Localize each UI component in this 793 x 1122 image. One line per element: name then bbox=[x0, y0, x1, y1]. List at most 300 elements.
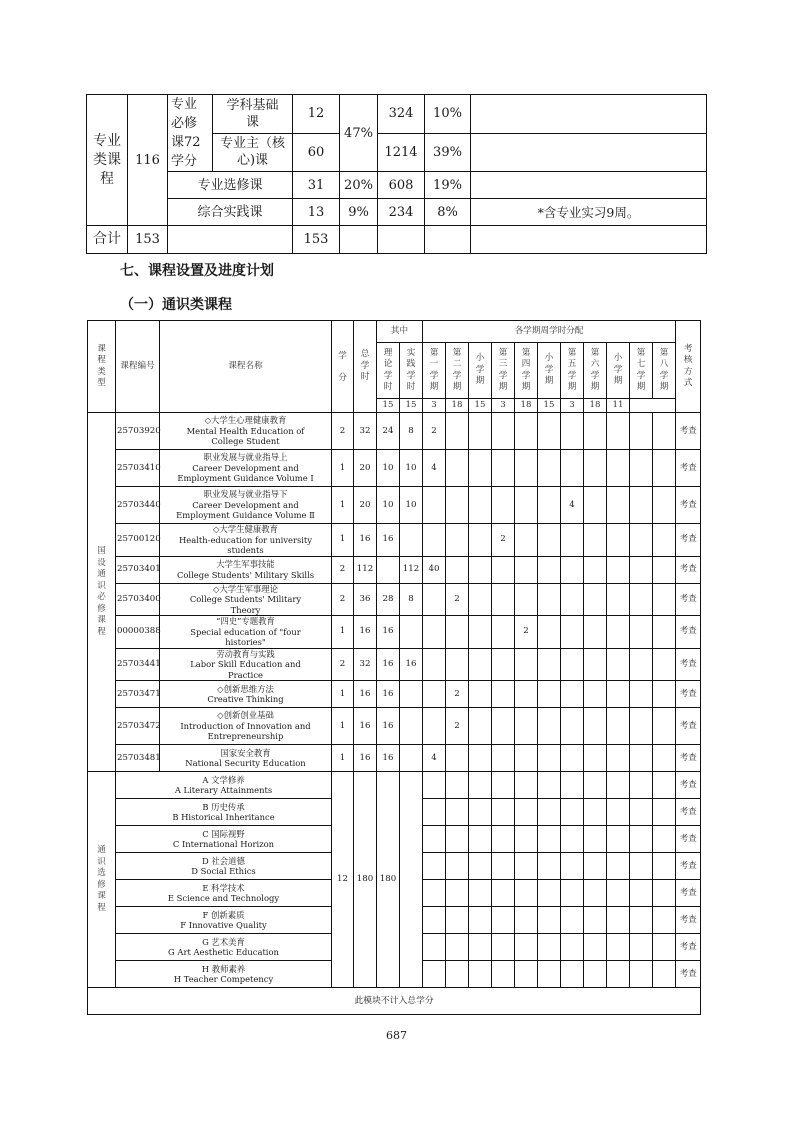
term-hours bbox=[492, 450, 515, 487]
term-hours bbox=[653, 799, 676, 826]
row-credit-pct: 47% bbox=[340, 95, 378, 172]
term-hours bbox=[584, 799, 607, 826]
term-hours bbox=[423, 524, 446, 557]
term-hours bbox=[630, 961, 653, 988]
term-hours bbox=[607, 487, 630, 524]
term-hours bbox=[515, 524, 538, 557]
term-hours: 4 bbox=[423, 450, 446, 487]
elective-module-name bbox=[116, 853, 332, 880]
term-hours bbox=[515, 745, 538, 772]
course-name-cn: ◇创新思维方法 bbox=[217, 683, 274, 694]
header-term: 第七学期 bbox=[630, 343, 653, 399]
elective-name-cn: F 创新素质 bbox=[202, 909, 245, 920]
exam-method: 考查 bbox=[676, 681, 701, 708]
subsection-heading: （一）通识类课程 bbox=[120, 297, 232, 313]
header-term: 第三学期 bbox=[492, 343, 515, 399]
row-credits: 13 bbox=[293, 199, 340, 226]
course-name-cn: 国家安全教育 bbox=[220, 747, 271, 758]
course-table bbox=[87, 320, 701, 1015]
term-hours bbox=[630, 880, 653, 907]
header-term: 第二学期 bbox=[446, 343, 469, 399]
term-hours bbox=[653, 880, 676, 907]
term-hours bbox=[469, 708, 492, 745]
term-hours bbox=[423, 799, 446, 826]
term-hours bbox=[653, 413, 676, 450]
term-hours bbox=[584, 708, 607, 745]
row-credits: 31 bbox=[293, 172, 340, 199]
term-hours bbox=[653, 524, 676, 557]
course-practice-hours: 10 bbox=[400, 487, 423, 524]
term-hours bbox=[630, 772, 653, 799]
table-row bbox=[88, 583, 701, 616]
table-row bbox=[88, 413, 701, 450]
term-hours bbox=[492, 880, 515, 907]
course-total-hours: 36 bbox=[354, 583, 377, 616]
exam-method: 考查 bbox=[676, 487, 701, 524]
course-name-cn: ◇创新创业基础 bbox=[217, 710, 274, 721]
exam-method: 考查 bbox=[676, 772, 701, 799]
elective-name-cn: G 艺术美育 bbox=[202, 936, 245, 947]
term-hours bbox=[584, 616, 607, 649]
term-hours bbox=[630, 907, 653, 934]
section-heading: 七、课程设置及进度计划 bbox=[120, 263, 274, 279]
row-hour-pct: 19% bbox=[425, 172, 471, 199]
page-number: 687 bbox=[386, 1029, 407, 1042]
term-hours bbox=[561, 524, 584, 557]
course-total-hours: 16 bbox=[354, 708, 377, 745]
table-row bbox=[88, 450, 701, 487]
elective-module-name bbox=[116, 907, 332, 934]
empty-cell bbox=[378, 226, 425, 254]
elective-practice-hours bbox=[400, 772, 423, 988]
table-row bbox=[88, 772, 701, 799]
term-hours bbox=[607, 556, 630, 583]
term-hours bbox=[607, 772, 630, 799]
term-hours bbox=[630, 853, 653, 880]
course-code: 25703471 bbox=[116, 681, 160, 708]
term-hours bbox=[584, 934, 607, 961]
course-name-cn: 职业发展与就业指导下 bbox=[203, 489, 288, 500]
term-hours bbox=[561, 413, 584, 450]
term-hours bbox=[538, 616, 561, 649]
term-hours bbox=[515, 450, 538, 487]
row-name: 专业主（核心)课 bbox=[213, 133, 293, 172]
course-credits: 1 bbox=[332, 708, 354, 745]
course-credits: 2 bbox=[332, 583, 354, 616]
term-hours bbox=[630, 487, 653, 524]
term-hours bbox=[653, 648, 676, 681]
table-row bbox=[88, 487, 701, 524]
header-term-weeks: 18 bbox=[584, 399, 607, 413]
exam-method: 考查 bbox=[676, 826, 701, 853]
term-hours bbox=[446, 450, 469, 487]
course-name-cn: ◇大学生军事理论 bbox=[212, 583, 279, 594]
table-row bbox=[88, 745, 701, 772]
row-note bbox=[471, 172, 707, 199]
term-hours: 2 bbox=[446, 583, 469, 616]
term-hours bbox=[561, 648, 584, 681]
header-term-weeks: 3 bbox=[561, 399, 584, 413]
header-type: 课程类型 bbox=[88, 321, 116, 413]
course-name bbox=[160, 745, 332, 772]
header-term: 第六学期 bbox=[584, 343, 607, 399]
summary-table bbox=[86, 94, 707, 254]
term-hours: 2 bbox=[446, 708, 469, 745]
term-hours bbox=[584, 961, 607, 988]
term-hours bbox=[515, 556, 538, 583]
exam-method: 考查 bbox=[676, 524, 701, 557]
term-hours: 40 bbox=[423, 556, 446, 583]
term-hours bbox=[538, 826, 561, 853]
course-credits: 2 bbox=[332, 556, 354, 583]
term-hours bbox=[469, 934, 492, 961]
course-code: 25703920 bbox=[116, 413, 160, 450]
course-name-en: National Security Education bbox=[185, 758, 306, 768]
elective-name-en: C International Horizon bbox=[172, 839, 275, 849]
header-name: 课程名称 bbox=[160, 321, 332, 413]
term-hours bbox=[653, 934, 676, 961]
term-hours bbox=[561, 961, 584, 988]
term-hours bbox=[446, 961, 469, 988]
course-name-cn: “四史”专题教育 bbox=[216, 616, 275, 626]
term-hours bbox=[561, 556, 584, 583]
header-term-weeks: 18 bbox=[446, 399, 469, 413]
term-hours bbox=[446, 799, 469, 826]
course-name-cn: 大学生军事技能 bbox=[216, 559, 275, 569]
header-term: 第五学期 bbox=[561, 343, 584, 399]
course-credits: 2 bbox=[332, 648, 354, 681]
header-term-weeks: 15 bbox=[377, 399, 400, 413]
course-total-hours: 20 bbox=[354, 450, 377, 487]
exam-method: 考查 bbox=[676, 450, 701, 487]
term-hours bbox=[607, 880, 630, 907]
term-hours bbox=[630, 708, 653, 745]
term-hours bbox=[630, 745, 653, 772]
term-hours bbox=[607, 934, 630, 961]
course-theory-hours bbox=[377, 556, 400, 583]
course-total-hours: 16 bbox=[354, 745, 377, 772]
row-hour-pct: 39% bbox=[425, 133, 471, 172]
term-hours bbox=[492, 708, 515, 745]
term-hours bbox=[515, 487, 538, 524]
term-hours bbox=[607, 907, 630, 934]
course-name-en: Career Development and Employment Guidance Volume Ⅱ bbox=[176, 499, 315, 521]
term-hours bbox=[607, 648, 630, 681]
elective-total-hours: 180 bbox=[354, 772, 377, 988]
term-hours bbox=[469, 450, 492, 487]
term-hours bbox=[630, 799, 653, 826]
course-practice-hours bbox=[400, 708, 423, 745]
term-hours bbox=[446, 616, 469, 649]
term-hours bbox=[469, 745, 492, 772]
term-hours bbox=[515, 934, 538, 961]
term-hours bbox=[561, 616, 584, 649]
course-theory-hours: 10 bbox=[377, 487, 400, 524]
term-hours bbox=[653, 772, 676, 799]
row-note: *含专业实习9周。 bbox=[471, 199, 707, 226]
empty-cell bbox=[471, 226, 707, 254]
term-hours bbox=[423, 961, 446, 988]
term-hours bbox=[469, 907, 492, 934]
course-code: 25703401 bbox=[116, 556, 160, 583]
term-hours bbox=[584, 583, 607, 616]
term-hours bbox=[630, 934, 653, 961]
empty-cell bbox=[425, 226, 471, 254]
term-hours bbox=[446, 413, 469, 450]
term-hours bbox=[515, 799, 538, 826]
term-hours bbox=[630, 826, 653, 853]
term-hours: 2 bbox=[492, 524, 515, 557]
elective-name-cn: A 文学修养 bbox=[202, 774, 245, 785]
course-code: 00000388 bbox=[116, 616, 160, 649]
row-note bbox=[471, 133, 707, 172]
header-term-weeks: 15 bbox=[469, 399, 492, 413]
term-hours bbox=[653, 708, 676, 745]
term-hours bbox=[653, 487, 676, 524]
table-row bbox=[88, 648, 701, 681]
course-code: 25703400 bbox=[116, 583, 160, 616]
term-hours bbox=[492, 616, 515, 649]
term-hours bbox=[584, 648, 607, 681]
term-hours: 2 bbox=[446, 681, 469, 708]
course-theory-hours: 24 bbox=[377, 413, 400, 450]
header-term-weeks: 11 bbox=[607, 399, 630, 413]
row-hours: 324 bbox=[378, 95, 425, 134]
term-hours bbox=[607, 745, 630, 772]
elective-name-cn: D 社会道德 bbox=[202, 855, 245, 866]
term-hours bbox=[630, 450, 653, 487]
term-hours bbox=[538, 487, 561, 524]
course-practice-hours: 8 bbox=[400, 413, 423, 450]
course-credits: 2 bbox=[332, 413, 354, 450]
total-credits: 153 bbox=[293, 226, 340, 254]
term-hours bbox=[584, 772, 607, 799]
term-hours bbox=[561, 853, 584, 880]
table-row bbox=[88, 708, 701, 745]
term-hours bbox=[607, 583, 630, 616]
term-hours bbox=[561, 907, 584, 934]
row-credits: 12 bbox=[293, 95, 340, 134]
term-hours bbox=[561, 799, 584, 826]
header-theory: 理论学时 bbox=[377, 343, 400, 399]
course-code: 25703472 bbox=[116, 708, 160, 745]
term-hours bbox=[584, 853, 607, 880]
group-label: 专业类课程 bbox=[87, 95, 128, 226]
term-hours bbox=[515, 853, 538, 880]
header-exam: 考核方式 bbox=[676, 321, 701, 413]
term-hours bbox=[423, 616, 446, 649]
group-label-required: 国设通识必修课程 bbox=[88, 413, 116, 772]
header-term: 第四学期 bbox=[515, 343, 538, 399]
header-credits: 学分 bbox=[332, 321, 354, 413]
course-total-hours: 32 bbox=[354, 413, 377, 450]
term-hours bbox=[423, 907, 446, 934]
term-hours bbox=[492, 961, 515, 988]
elective-name-en: F Innovative Quality bbox=[180, 920, 267, 930]
course-practice-hours bbox=[400, 524, 423, 557]
term-hours bbox=[515, 961, 538, 988]
term-hours bbox=[423, 487, 446, 524]
term-hours bbox=[584, 524, 607, 557]
term-hours bbox=[446, 487, 469, 524]
term-hours bbox=[607, 853, 630, 880]
row-hours: 234 bbox=[378, 199, 425, 226]
course-credits: 1 bbox=[332, 524, 354, 557]
term-hours bbox=[538, 853, 561, 880]
course-total-hours: 16 bbox=[354, 616, 377, 649]
term-hours: 2 bbox=[515, 616, 538, 649]
term-hours bbox=[492, 934, 515, 961]
term-hours bbox=[515, 907, 538, 934]
group-credits: 116 bbox=[128, 95, 168, 226]
exam-method: 考查 bbox=[676, 745, 701, 772]
table-row bbox=[88, 524, 701, 557]
exam-method: 考查 bbox=[676, 934, 701, 961]
term-hours bbox=[469, 556, 492, 583]
term-hours bbox=[469, 772, 492, 799]
table-row bbox=[88, 556, 701, 583]
elective-name-en: A Literary Attainments bbox=[174, 785, 273, 795]
term-hours bbox=[561, 880, 584, 907]
term-hours bbox=[607, 524, 630, 557]
row-credit-pct: 20% bbox=[340, 172, 378, 199]
term-hours bbox=[492, 556, 515, 583]
term-hours bbox=[630, 556, 653, 583]
row-credit-pct: 9% bbox=[340, 199, 378, 226]
term-hours bbox=[630, 648, 653, 681]
term-hours bbox=[446, 880, 469, 907]
course-credits: 1 bbox=[332, 681, 354, 708]
term-hours bbox=[538, 450, 561, 487]
term-hours bbox=[515, 583, 538, 616]
term-hours bbox=[492, 745, 515, 772]
term-hours bbox=[492, 772, 515, 799]
elective-name-cn: H 教师素养 bbox=[201, 963, 246, 974]
term-hours bbox=[561, 681, 584, 708]
row-name: 学科基础课 bbox=[213, 95, 293, 134]
term-hours bbox=[469, 961, 492, 988]
term-hours bbox=[423, 681, 446, 708]
term-hours bbox=[515, 772, 538, 799]
term-hours bbox=[538, 961, 561, 988]
term-hours bbox=[469, 583, 492, 616]
term-hours bbox=[653, 745, 676, 772]
term-hours bbox=[538, 681, 561, 708]
term-hours bbox=[515, 413, 538, 450]
term-hours bbox=[584, 450, 607, 487]
term-hours bbox=[607, 413, 630, 450]
term-hours bbox=[423, 708, 446, 745]
course-total-hours: 16 bbox=[354, 681, 377, 708]
term-hours bbox=[584, 556, 607, 583]
term-hours bbox=[515, 826, 538, 853]
exam-method: 考查 bbox=[676, 880, 701, 907]
course-name bbox=[160, 648, 332, 681]
term-hours bbox=[423, 880, 446, 907]
header-distribution: 各学期周学时分配 bbox=[423, 321, 676, 343]
header-term: 第八学期 bbox=[653, 343, 676, 399]
term-hours bbox=[584, 880, 607, 907]
term-hours bbox=[492, 487, 515, 524]
course-name bbox=[160, 487, 332, 524]
course-name bbox=[160, 524, 332, 557]
term-hours bbox=[538, 772, 561, 799]
course-theory-hours: 16 bbox=[377, 616, 400, 649]
term-hours bbox=[423, 648, 446, 681]
course-practice-hours: 10 bbox=[400, 450, 423, 487]
course-practice-hours bbox=[400, 681, 423, 708]
course-code: 25703410 bbox=[116, 450, 160, 487]
course-name-en: Career Development and Employment Guidance Volume I bbox=[177, 462, 314, 484]
course-name-en: Introduction of Innovation and Entrepreneurship bbox=[180, 720, 311, 742]
header-term-weeks: 18 bbox=[515, 399, 538, 413]
term-hours: 4 bbox=[561, 487, 584, 524]
term-hours bbox=[469, 799, 492, 826]
course-name-en: Special education of "four histories" bbox=[190, 626, 301, 647]
course-credits: 1 bbox=[332, 616, 354, 649]
elective-name-en: D Social Ethics bbox=[191, 866, 256, 876]
course-credits: 1 bbox=[332, 487, 354, 524]
elective-name-cn: E 科学技术 bbox=[202, 882, 245, 893]
term-hours bbox=[653, 681, 676, 708]
header-term: 第一学期 bbox=[423, 343, 446, 399]
empty-cell bbox=[340, 226, 378, 254]
course-name-en: Mental Health Education of College Student bbox=[186, 425, 305, 447]
term-hours bbox=[469, 826, 492, 853]
term-hours bbox=[538, 907, 561, 934]
term-hours bbox=[561, 772, 584, 799]
exam-method: 考查 bbox=[676, 583, 701, 616]
elective-module-name bbox=[116, 934, 332, 961]
exam-method: 考查 bbox=[676, 708, 701, 745]
elective-credits: 12 bbox=[332, 772, 354, 988]
course-total-hours: 32 bbox=[354, 648, 377, 681]
term-hours bbox=[446, 853, 469, 880]
table-row bbox=[88, 681, 701, 708]
term-hours bbox=[423, 583, 446, 616]
term-hours bbox=[492, 583, 515, 616]
term-hours bbox=[469, 413, 492, 450]
term-hours bbox=[446, 772, 469, 799]
term-hours bbox=[492, 681, 515, 708]
exam-method: 考查 bbox=[676, 907, 701, 934]
term-hours bbox=[607, 961, 630, 988]
header-code: 课程编号 bbox=[116, 321, 160, 413]
course-name-en: Health-education for university students bbox=[178, 534, 313, 555]
exam-method: 考查 bbox=[676, 799, 701, 826]
term-hours bbox=[653, 616, 676, 649]
term-hours bbox=[561, 708, 584, 745]
term-hours: 4 bbox=[423, 745, 446, 772]
course-name-cn: 职业发展与就业指导上 bbox=[203, 452, 288, 463]
course-name bbox=[160, 616, 332, 649]
term-hours bbox=[515, 880, 538, 907]
term-hours bbox=[653, 826, 676, 853]
term-hours bbox=[469, 616, 492, 649]
elective-name-en: G Art Aesthetic Education bbox=[168, 947, 279, 957]
term-hours bbox=[423, 772, 446, 799]
required-label: 专业必修课72学分 bbox=[168, 95, 213, 172]
exam-method: 考查 bbox=[676, 413, 701, 450]
elective-name-en: E Science and Technology bbox=[167, 893, 280, 903]
exam-method: 考查 bbox=[676, 556, 701, 583]
term-hours bbox=[561, 745, 584, 772]
course-theory-hours: 16 bbox=[377, 648, 400, 681]
course-theory-hours: 16 bbox=[377, 708, 400, 745]
course-theory-hours: 10 bbox=[377, 450, 400, 487]
term-hours bbox=[515, 681, 538, 708]
group-label-elective: 通识选修课程 bbox=[88, 772, 116, 988]
